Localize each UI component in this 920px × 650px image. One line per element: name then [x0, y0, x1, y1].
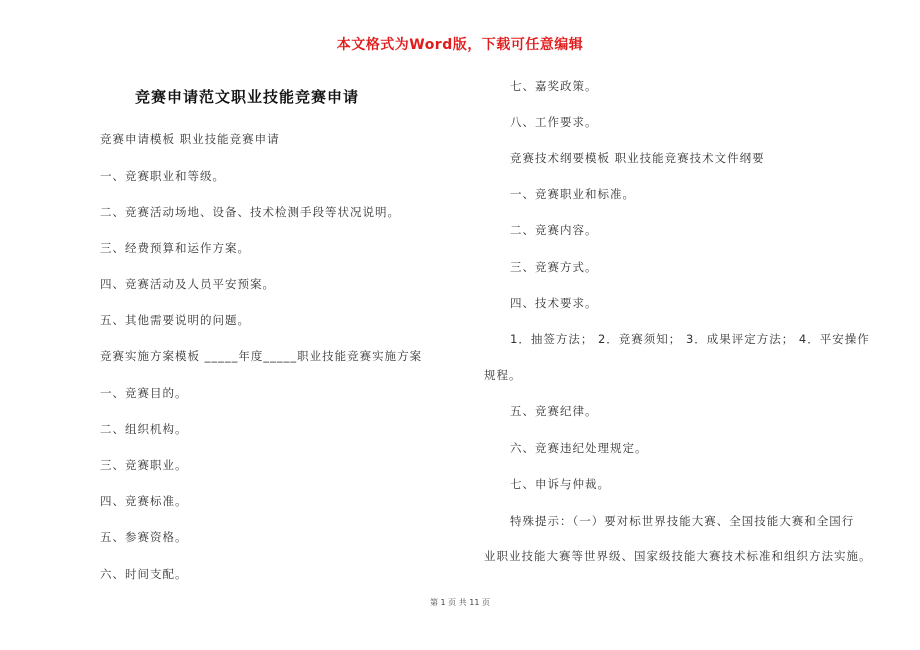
paragraph: 二、组织机构。: [100, 422, 188, 436]
paragraph: 竞赛技术纲要模板 职业技能竞赛技术文件纲要: [510, 151, 765, 165]
paragraph: 竞赛实施方案模板 _____年度_____职业技能竞赛实施方案: [100, 349, 423, 363]
paragraph: 二、竞赛内容。: [510, 223, 598, 237]
paragraph: 五、参赛资格。: [100, 530, 188, 544]
document-title: 竞赛申请范文职业技能竞赛申请: [135, 88, 360, 106]
paragraph: 业职业技能大赛等世界级、国家级技能大赛技术标准和组织方法实施。: [484, 549, 872, 563]
paragraph: 三、竞赛方式。: [510, 260, 598, 274]
paragraph: 竞赛申请模板 职业技能竞赛申请: [100, 132, 280, 146]
paragraph: 五、其他需要说明的问题。: [100, 313, 250, 327]
paragraph: 特殊提示：（一）要对标世界技能大赛、全国技能大赛和全国行: [510, 514, 855, 528]
paragraph: 六、时间支配。: [100, 567, 188, 581]
page-footer: 第 1 页 共 11 页: [430, 598, 490, 607]
paragraph: 二、竞赛活动场地、设备、技术检测手段等状况说明。: [100, 205, 400, 219]
paragraph: 七、申诉与仲裁。: [510, 477, 610, 491]
paragraph: 四、竞赛活动及人员平安预案。: [100, 277, 275, 291]
paragraph: 三、竞赛职业。: [100, 458, 188, 472]
paragraph: 1．抽签方法； 2．竞赛须知； 3．成果评定方法； 4．平安操作: [510, 332, 870, 346]
paragraph: 四、竞赛标准。: [100, 494, 188, 508]
paragraph: 五、竞赛纪律。: [510, 404, 598, 418]
paragraph: 四、技术要求。: [510, 296, 598, 310]
paragraph: 一、竞赛目的。: [100, 386, 188, 400]
paragraph: 规程。: [484, 368, 522, 382]
paragraph: 三、经费预算和运作方案。: [100, 241, 250, 255]
paragraph: 一、竞赛职业和等级。: [100, 169, 225, 183]
paragraph: 七、嘉奖政策。: [510, 79, 598, 93]
paragraph: 八、工作要求。: [510, 115, 598, 129]
paragraph: 一、竞赛职业和标准。: [510, 187, 635, 201]
format-banner: 本文格式为Word版，下载可任意编辑: [336, 37, 584, 53]
paragraph: 六、竞赛违纪处理规定。: [510, 441, 648, 455]
